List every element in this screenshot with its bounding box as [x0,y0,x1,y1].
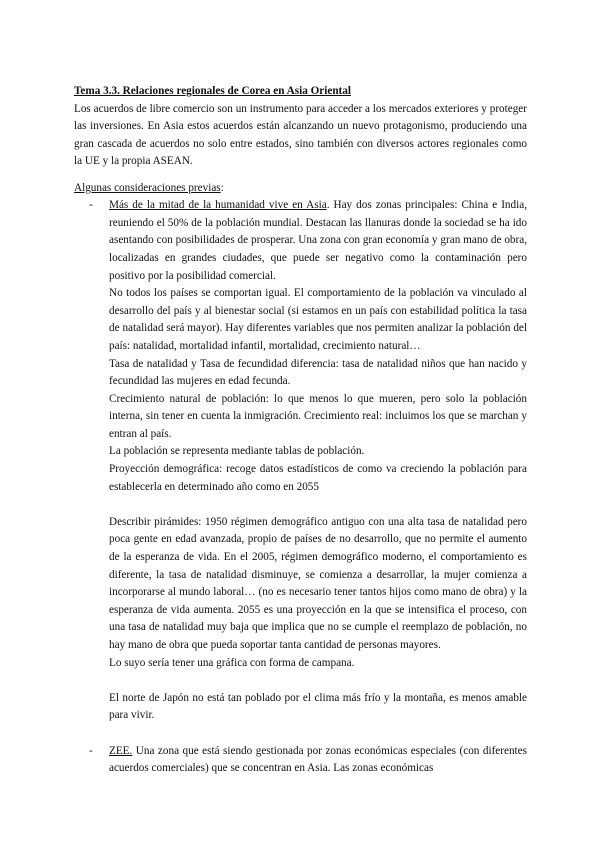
list-item-humanidad [74,197,527,725]
bullet-humanidad-text: . Hay dos zonas principales: China e India, reuniendo el 50% de la población mundial. Destacan las llanuras donde la sociedad se ha ido asentando con posibilidades de prosperar. Una zona con gran economía y gran mano de obra, localizadas en grandes ciudades, que puede ser negativo como la contaminación pero positivo por la posibilidad comercial. [109,199,527,282]
document-title: Tema 3.3. Relaciones regionales de Corea en Asia Oriental [74,85,351,97]
paragraph-piramides: Describir pirámides: 1950 régimen demográfico antiguo con una alta tasa de natalidad pero poca gente en edad avanzada, propio de países de no desarrollo, que no permite el aumento de la esperanza de vida. En el 2005, régimen demográfico moderno, el comportamiento es diferente, la tasa de natalidad disminuye, se comienza a desarrollar, la mujer comienza a incorporarse al mundo laboral… (no es necesario tener tantos hijos como mano de obra) y la esperanza de vida aumenta. 2055 es una proyección en la que se intensifica el proceso, con una tasa de natalidad muy baja que implica que no se cumple el reemplazo de población, no hay mano de obra que pueda soportar tanta cantidad de personas mayores. [109,515,527,651]
paragraph-comportamiento: No todos los países se comportan igual. El comportamiento de la población va vinculado al desarrollo del país y al bienestar social (si estamos en un país con estabilidad política la tasa de natalidad será mayor). Hay diferentes variables que nos permiten analizar la población del país: natalidad, mortalidad infantil, mortalidad, crecimiento natural… [109,287,527,352]
document-body [74,83,527,778]
considerations-heading [74,180,527,198]
considerations-heading-text: Algunas consideraciones previas [74,181,221,194]
bullet-humanidad [109,197,527,285]
paragraph-japon: El norte de Japón no está tan poblado por el clima más frío y la montaña, es menos amable para vivir. [109,691,527,722]
heading-colon: : [220,181,224,194]
bullet-zee-text: Una zona que está siendo gestionada por zonas económicas especiales (con diferentes acuerdos comerciales) que se concentran en Asia. Las zonas económicas [109,744,527,775]
paragraph-tablas: La población se representa mediante tablas de población. [109,445,365,458]
bullet-humanidad-label: Más de la mitad de la humanidad vive en Asia [109,199,327,212]
paragraph-crecimiento: Crecimiento natural de población: lo que menos lo que mueren, pero solo la población interna, sin tener en cuenta la inmigración. Crecimiento real: incluimos los que se marchan y entran al país. [109,392,527,440]
paragraph-proyeccion: Proyección demográfica: recoge datos estadísticos de como va creciendo la población para establecerla en determinado año como en 2055 [109,463,527,493]
bullet-zee [109,743,527,778]
list-item-zee [74,743,527,778]
paragraph-campana: Lo suyo sería tener una gráfica con forma de campana. [109,656,355,669]
bullet-zee-label: ZEE. [109,744,133,757]
paragraph-tasa-natalidad: Tasa de natalidad y Tasa de fecundidad diferencia: tasa de natalidad niños que han nacido y fecundidad las mujeres en edad fecunda. [109,357,527,388]
intro-paragraph: Los acuerdos de libre comercio son un instrumento para acceder a los mercados exteriores y proteger las inversiones. En Asia estos acuerdos están alcanzando un nuevo protagonismo, produciendo una gran cascada de acuerdos no solo entre estados, sino también con diversos actores regionales como la UE y la propia ASEAN. [74,102,527,168]
bullet-marker: - [89,199,93,212]
bullet-marker: - [89,744,93,757]
